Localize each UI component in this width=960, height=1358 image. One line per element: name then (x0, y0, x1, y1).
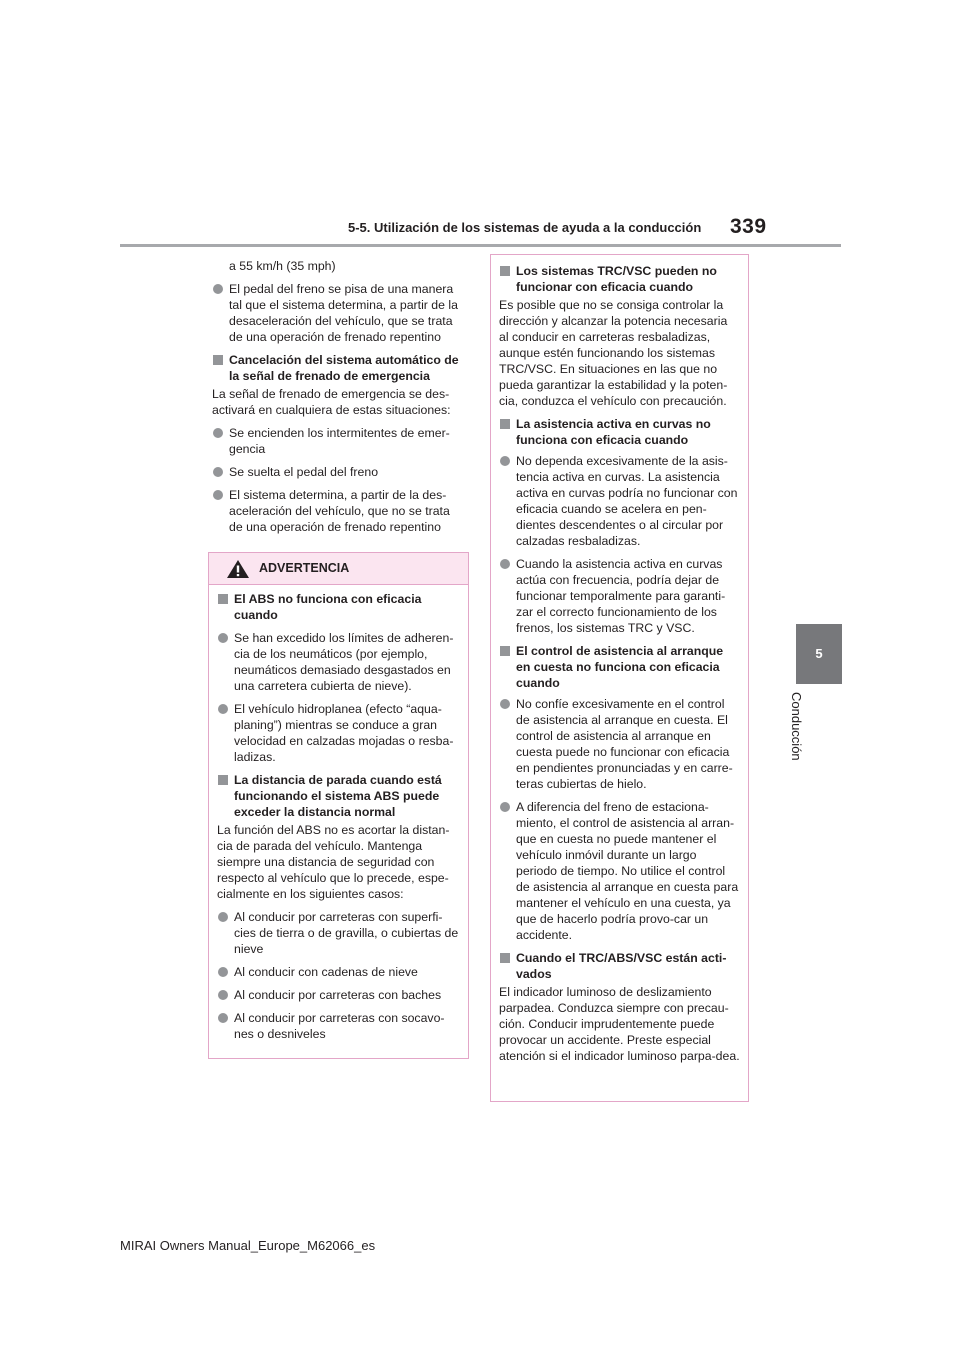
warning-header (209, 553, 468, 585)
heading-text: Cuando el TRC/ABS/VSC están acti-vados (516, 951, 727, 981)
section-heading (499, 263, 740, 295)
bullet-text: Se encienden los intermitentes de emer-gencia (229, 426, 450, 456)
list-item (499, 556, 740, 636)
bullet-icon (500, 456, 510, 466)
right-column-box (490, 254, 749, 1102)
chapter-tab: 5 (796, 624, 842, 684)
heading-text: La asistencia activa en curvas no funciona con eficacia cuando (516, 417, 711, 447)
bullet-icon (218, 633, 228, 643)
footer-doc-name: MIRAI Owners Manual_Europe_M62066_es (120, 1238, 376, 1253)
square-bullet-icon (500, 266, 510, 276)
header-divider (120, 244, 841, 247)
list-item (212, 281, 466, 345)
list-item (212, 425, 466, 457)
warning-triangle-icon (226, 559, 250, 584)
bullet-text: El pedal del freno se pisa de una manera tal que el sistema determina, a partir de la desaceleración del vehículo, que se trata de una operación de frenado repentino (229, 282, 458, 344)
bullet-text: El vehículo hidroplanea (efecto “aqua-planing”) mientras se conduce a gran velocidad en calzadas mojadas o resba-ladizas. (234, 702, 454, 764)
list-item (217, 909, 460, 957)
heading-text: Cancelación del sistema automático de la señal de frenado de emergencia (229, 353, 459, 383)
paragraph: Es posible que no se consiga controlar la dirección y alcanzar la potencia necesaria al conducir en carreteras resbaladizas, aunque estén funcionando los sistemas TRC/VSC. En situaciones en las que no pueda garantizar la estabilidad y la poten-cia, conduzca el vehículo con precaución. (499, 298, 728, 408)
heading-text: Los sistemas TRC/VSC pueden no funcionar con eficacia cuando (516, 264, 717, 294)
square-bullet-icon (218, 594, 228, 604)
bullet-text: Al conducir por carreteras con superfi-cies de tierra o de gravilla, o cubiertas de nieve (234, 910, 459, 956)
list-item (217, 987, 460, 1003)
list-item (217, 964, 460, 980)
list-item (212, 464, 466, 480)
chapter-tab-label: Conducción (789, 692, 804, 761)
list-item (217, 701, 460, 765)
warning-body (209, 585, 468, 1042)
bullet-icon (218, 1013, 228, 1023)
list-item (499, 453, 740, 549)
bullet-icon (218, 990, 228, 1000)
list-item (212, 487, 466, 535)
bullet-text: A diferencia del freno de estaciona-miento, el control de asistencia al arran-que en cuesta no puede mantener el vehículo inmóvil durante un largo periodo de tiempo. No utilice el control de asistencia al arranque en cuesta para mantener el vehículo en una cuesta, ya que de hacerlo podría provo-car un accidente. (516, 800, 739, 942)
bullet-text: Se han excedido los límites de adheren-cia de los neumáticos (por ejemplo, neumáticos demasiado desgastados en una carretera cubierta de nieve). (234, 631, 454, 693)
chapter-title: 5-5. Utilización de los sistemas de ayuda a la conducción (348, 220, 702, 235)
square-bullet-icon (500, 419, 510, 429)
list-item (499, 696, 740, 792)
heading-text: El ABS no funciona con eficacia cuando (234, 592, 422, 622)
section-heading (217, 591, 460, 623)
section-heading (499, 643, 740, 691)
bullet-text: No confíe excesivamente en el control de asistencia al arranque en cuesta. El control de asistencia al arranque en cuesta puede no funcionar con eficacia en pendientes pronunciadas y en carre-teras cubiertas de hielo. (516, 697, 733, 791)
bullet-icon (213, 284, 223, 294)
square-bullet-icon (213, 355, 223, 365)
left-column (212, 258, 466, 542)
warning-title: ADVERTENCIA (259, 561, 350, 575)
bullet-text: Al conducir con cadenas de nieve (234, 965, 418, 979)
bullet-icon (213, 428, 223, 438)
bullet-icon (500, 699, 510, 709)
bullet-icon (218, 704, 228, 714)
section-heading (212, 352, 466, 384)
heading-text: El control de asistencia al arranque en cuesta no funciona con eficacia cuando (516, 644, 724, 690)
bullet-text: No dependa excesivamente de la asis-tencia activa en curvas. La asistencia activa en curvas podría no funcionar con eficacia cuando se acelera en pen-dientes descendentes o al circular por calzadas resbaladizas. (516, 454, 738, 548)
bullet-icon (500, 559, 510, 569)
bullet-text: Se suelta el pedal del freno (229, 465, 379, 479)
bullet-text: El sistema determina, a partir de la des-aceleración del vehículo, que no se trata de una operación de frenado repentino (229, 488, 450, 534)
warning-box (208, 552, 469, 1059)
bullet-icon (500, 802, 510, 812)
page-number: 339 (730, 215, 767, 238)
section-heading (499, 416, 740, 448)
bullet-icon (218, 912, 228, 922)
paragraph: El indicador luminoso de deslizamiento parpadea. Conduzca siempre con precau-ción. Conducir imprudentemente puede provocar un accidente. Preste especial atención si el indicador luminoso parpa-dea. (499, 985, 740, 1063)
bullet-text: Al conducir por carreteras con socavo-nes o desniveles (234, 1011, 445, 1041)
section-heading (499, 950, 740, 982)
bullet-icon (213, 490, 223, 500)
bullet-icon (213, 467, 223, 477)
list-item (217, 630, 460, 694)
list-item (217, 1010, 460, 1042)
square-bullet-icon (500, 646, 510, 656)
list-item (499, 799, 740, 943)
square-bullet-icon (500, 953, 510, 963)
bullet-text: Al conducir por carreteras con baches (234, 988, 442, 1002)
bullet-icon (218, 967, 228, 977)
paragraph: La señal de frenado de emergencia se des-activará en cualquiera de estas situaciones: (212, 387, 451, 417)
square-bullet-icon (218, 775, 228, 785)
section-heading (217, 772, 460, 820)
intro-continuation: a 55 km/h (35 mph) (229, 259, 336, 273)
bullet-text: Cuando la asistencia activa en curvas actúa con frecuencia, podría dejar de funcionar temporalmente para garanti-zar el correcto funcionamiento de los frenos, los sistemas TRC y VSC. (516, 557, 726, 635)
paragraph: La función del ABS no es acortar la distan-cia de parada del vehículo. Mantenga siempre una distancia de seguridad con respecto al vehículo que lo precede, espe-cialmente en los siguientes casos: (217, 823, 450, 901)
heading-text: La distancia de parada cuando está funcionando el sistema ABS puede exceder la distancia normal (234, 773, 442, 819)
